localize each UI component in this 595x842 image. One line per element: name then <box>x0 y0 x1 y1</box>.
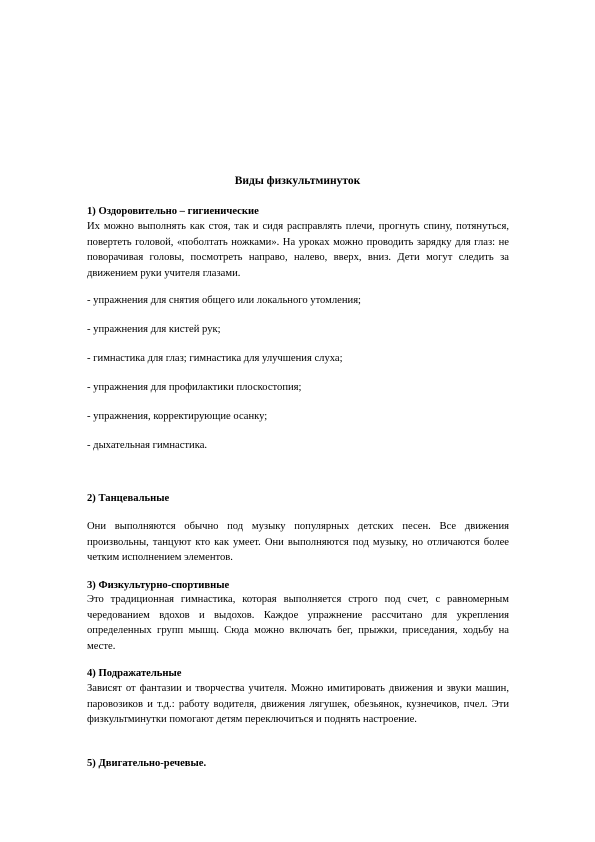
list-item: - упражнения для профилактики плоскостопия; <box>87 382 302 393</box>
section-heading-sport: 3) Физкультурно-спортивные <box>87 580 230 591</box>
list-item: - упражнения для снятия общего или локального утомления; <box>87 295 362 306</box>
section-text-dance: Они выполняются обычно под музыку популярных детских песен. Все движения произвольны, танцуют кто как умеет. Они выполняются под музыку, но отличаются более четким исполнением элементов. <box>87 521 509 563</box>
section-text-imitative: Зависят от фантазии и творчества учителя. Можно имитировать движения и звуки машин, паровозиков и т.д.: работу водителя, движения лягушек, обезьянок, кузнечиков, пчел. Эти физкультминутки помогают детям переключиться и поднять настроение. <box>87 683 509 725</box>
section-heading-hygienic: 1) Оздоровительно – гигиенические <box>87 206 259 217</box>
section-text-hygienic: Их можно выполнять как стоя, так и сидя расправлять плечи, прогнуть спину, потянуться, повертеть головой, «поболтать ножками». На уроках можно проводить зарядку для глаз: не поворачивая головы, посмотреть направо, налево, вверх, вниз. Дети могут следить за движением руки учителя глазами. <box>87 221 509 279</box>
section-heading-dance: 2) Танцевальные <box>87 493 170 504</box>
list-item: - дыхательная гимнастика. <box>87 440 208 451</box>
list-item: - упражнения, корректирующие осанку; <box>87 411 268 422</box>
document-title: Виды физкультминуток <box>234 175 361 187</box>
section-heading-imitative: 4) Подражательные <box>87 668 182 679</box>
section-heading-motor-speech: 5) Двигательно-речевые. <box>87 758 207 769</box>
section-text-sport: Это традиционная гимнастика, которая выполняется строго под счет, с равномерным чередованием вдохов и выдохов. Каждое упражнение рассчитано для укрепления определенных групп мышц. Сюда можно включать бег, прыжки, приседания, ходьбу на месте. <box>87 594 509 652</box>
list-item: - гимнастика для глаз; гимнастика для улучшения слуха; <box>87 353 343 364</box>
list-item: - упражнения для кистей рук; <box>87 324 221 335</box>
